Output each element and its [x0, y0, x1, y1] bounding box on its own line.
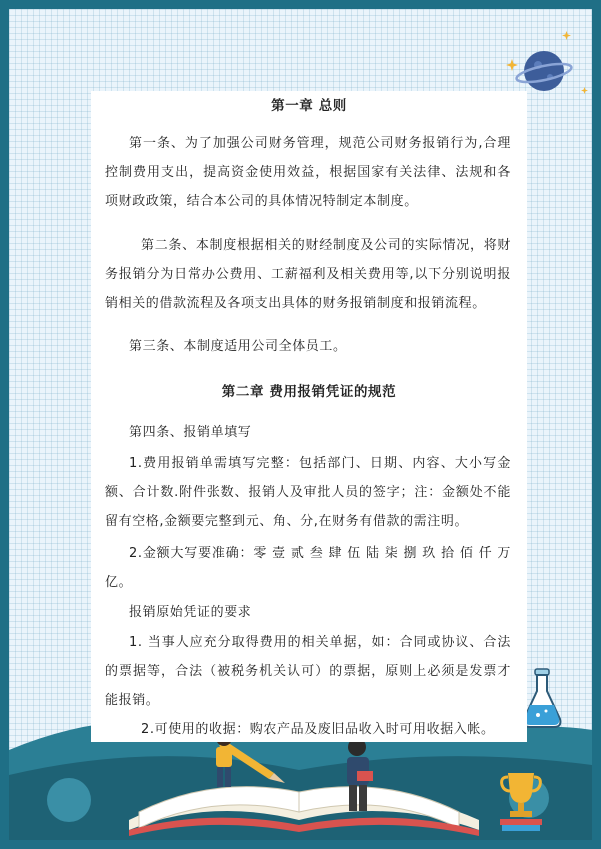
- article-1: 第一条、为了加强公司财务管理，规范公司财务报销行为,合理控制费用支出，提高资金使用效益，根据国家有关法律、法规和各项财政政策，结合本公司的具体情况特制定本制度。: [105, 136, 511, 209]
- article-2: 第二条、本制度根据相关的财经制度及公司的实际情况，将财务报销分为日常办公费用、工薪福利及相关费用等,以下分别说明报销相关的借款流程及各项支出具体的财务报销制度和报销流程。: [105, 238, 511, 311]
- fill-rule-item-1: 1.费用报销单需填写完整：包括部门、日期、内容、大小写金额、合计数.附件张数、报销人及审批人员的签字；注：金额处不能留有空格,金额要完整到元、角、分,在财务有借款的需注明。: [105, 456, 511, 529]
- fill-rule-item-2: 2.金额大写要准确：零 壹 贰 叁 肆 伍 陆 柒 捌 玖 拾 佰 仟 万 亿。: [105, 546, 511, 590]
- star-icon: [506, 59, 518, 71]
- document-page: [91, 91, 527, 742]
- page-frame: [9, 9, 592, 840]
- voucher-item-1: 1. 当事人应充分取得费用的相关单据，如：合同或协议、合法的票据等，合法（被税务机关认可）的票据，原则上必须是发票才能报销。: [105, 635, 511, 708]
- star-icon: [562, 31, 571, 40]
- trophy-icon: [498, 769, 544, 835]
- article-4: 第四条、报销单填写: [129, 425, 252, 440]
- reading-person-illustration: [335, 735, 385, 815]
- star-icon: [581, 87, 588, 94]
- chapter1-title: 第一章 总则: [271, 98, 347, 114]
- voucher-requirements-heading: 报销原始凭证的要求: [129, 605, 252, 620]
- voucher-item-2: 2.可使用的收据：购农产品及废旧品收入时可用收据入帐。: [141, 722, 495, 737]
- article-3: 第三条、本制度适用公司全体员工。: [129, 339, 347, 354]
- chapter2-title: 第二章 费用报销凭证的规范: [221, 384, 397, 400]
